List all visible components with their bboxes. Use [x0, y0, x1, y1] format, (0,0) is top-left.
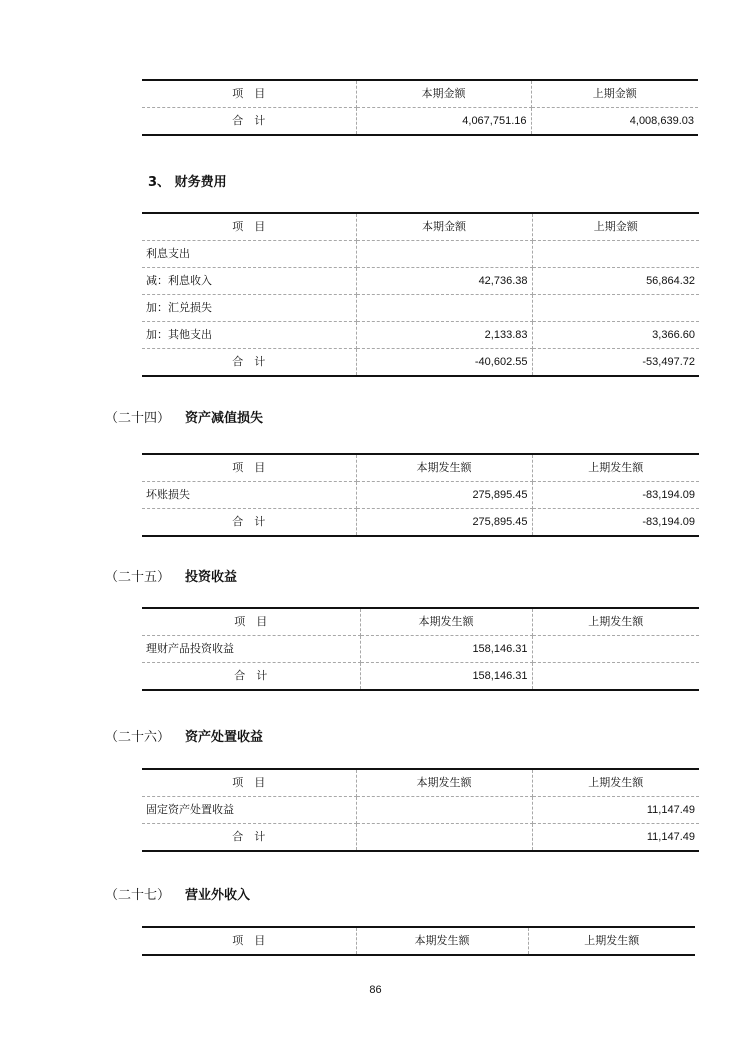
section-title-asset-disposal — [105, 726, 263, 745]
table-header-row — [142, 927, 695, 955]
section-number: （二十五） — [105, 570, 171, 585]
total-label: 合 计 — [142, 108, 356, 136]
row-previous: 3,366.60 — [532, 322, 699, 349]
row-label: 坏账损失 — [142, 482, 356, 509]
table-total-row — [142, 509, 699, 537]
table-row — [142, 268, 699, 295]
section-number: （二十四） — [105, 411, 171, 426]
total-label: 合 计 — [142, 663, 360, 691]
table-asset-impairment — [142, 453, 699, 537]
total-previous — [532, 663, 699, 691]
row-current: 158,146.31 — [360, 636, 532, 663]
table-header-row — [142, 80, 698, 108]
header-previous: 上期发生额 — [528, 927, 695, 955]
total-current — [356, 824, 532, 852]
row-previous: 56,864.32 — [532, 268, 699, 295]
table-non-operating-income — [142, 926, 695, 956]
section-title: 资产处置收益 — [185, 730, 264, 745]
header-current: 本期金额 — [356, 80, 531, 108]
row-label: 加：其他支出 — [142, 322, 356, 349]
header-previous: 上期金额 — [532, 213, 699, 241]
total-previous: 11,147.49 — [532, 824, 699, 852]
table-prev-section — [142, 79, 698, 136]
header-previous: 上期发生额 — [532, 769, 699, 797]
row-current: 2,133.83 — [356, 322, 532, 349]
table-finance-expense — [142, 212, 699, 377]
section-title: 投资收益 — [185, 570, 238, 585]
table-row — [142, 636, 699, 663]
total-current: 158,146.31 — [360, 663, 532, 691]
header-previous: 上期金额 — [531, 80, 698, 108]
row-current: 42,736.38 — [356, 268, 532, 295]
section-title: 资产减值损失 — [185, 411, 264, 426]
row-current — [356, 295, 532, 322]
section-number: （二十六） — [105, 730, 171, 745]
row-label: 理财产品投资收益 — [142, 636, 360, 663]
table-row — [142, 322, 699, 349]
row-previous — [532, 241, 699, 268]
table-header-row — [142, 213, 699, 241]
table-row — [142, 295, 699, 322]
header-current: 本期发生额 — [356, 769, 532, 797]
total-current: 275,895.45 — [356, 509, 532, 537]
table-total-row — [142, 108, 698, 136]
table-asset-disposal — [142, 768, 699, 852]
row-label: 利息支出 — [142, 241, 356, 268]
header-item: 项 目 — [142, 608, 360, 636]
section-title: 营业外收入 — [185, 888, 251, 903]
row-label: 减：利息收入 — [142, 268, 356, 295]
table-row — [142, 241, 699, 268]
total-label: 合 计 — [142, 824, 356, 852]
total-label: 合 计 — [142, 509, 356, 537]
total-previous: -83,194.09 — [532, 509, 699, 537]
header-item: 项 目 — [142, 454, 356, 482]
table-header-row — [142, 454, 699, 482]
table-total-row — [142, 663, 699, 691]
header-item: 项 目 — [142, 927, 356, 955]
header-current: 本期发生额 — [360, 608, 532, 636]
table-row — [142, 482, 699, 509]
table-total-row — [142, 824, 699, 852]
header-item: 项 目 — [142, 769, 356, 797]
row-current: 275,895.45 — [356, 482, 532, 509]
row-label: 固定资产处置收益 — [142, 797, 356, 824]
row-previous — [532, 295, 699, 322]
row-previous: -83,194.09 — [532, 482, 699, 509]
total-current: -40,602.55 — [356, 349, 532, 377]
header-previous: 上期发生额 — [532, 454, 699, 482]
section-title-non-operating-income — [105, 884, 250, 903]
table-header-row — [142, 608, 699, 636]
row-current — [356, 241, 532, 268]
header-current: 本期发生额 — [356, 454, 532, 482]
header-item: 项 目 — [142, 80, 356, 108]
row-current — [356, 797, 532, 824]
total-current: 4,067,751.16 — [356, 108, 531, 136]
total-previous: -53,497.72 — [532, 349, 699, 377]
table-row — [142, 797, 699, 824]
section-title-asset-impairment — [105, 407, 263, 426]
row-previous — [532, 636, 699, 663]
table-header-row — [142, 769, 699, 797]
row-label: 加：汇兑损失 — [142, 295, 356, 322]
section-number: （二十七） — [105, 888, 171, 903]
total-label: 合 计 — [142, 349, 356, 377]
table-investment-income — [142, 607, 699, 691]
section-title-finance-expense: 3、 财务费用 — [148, 175, 227, 190]
row-previous: 11,147.49 — [532, 797, 699, 824]
total-previous: 4,008,639.03 — [531, 108, 698, 136]
header-current: 本期金额 — [356, 213, 532, 241]
section-title-investment-income — [105, 566, 237, 585]
header-item: 项 目 — [142, 213, 356, 241]
header-current: 本期发生额 — [356, 927, 528, 955]
page-number: 86 — [369, 984, 382, 996]
table-total-row — [142, 349, 699, 377]
header-previous: 上期发生额 — [532, 608, 699, 636]
